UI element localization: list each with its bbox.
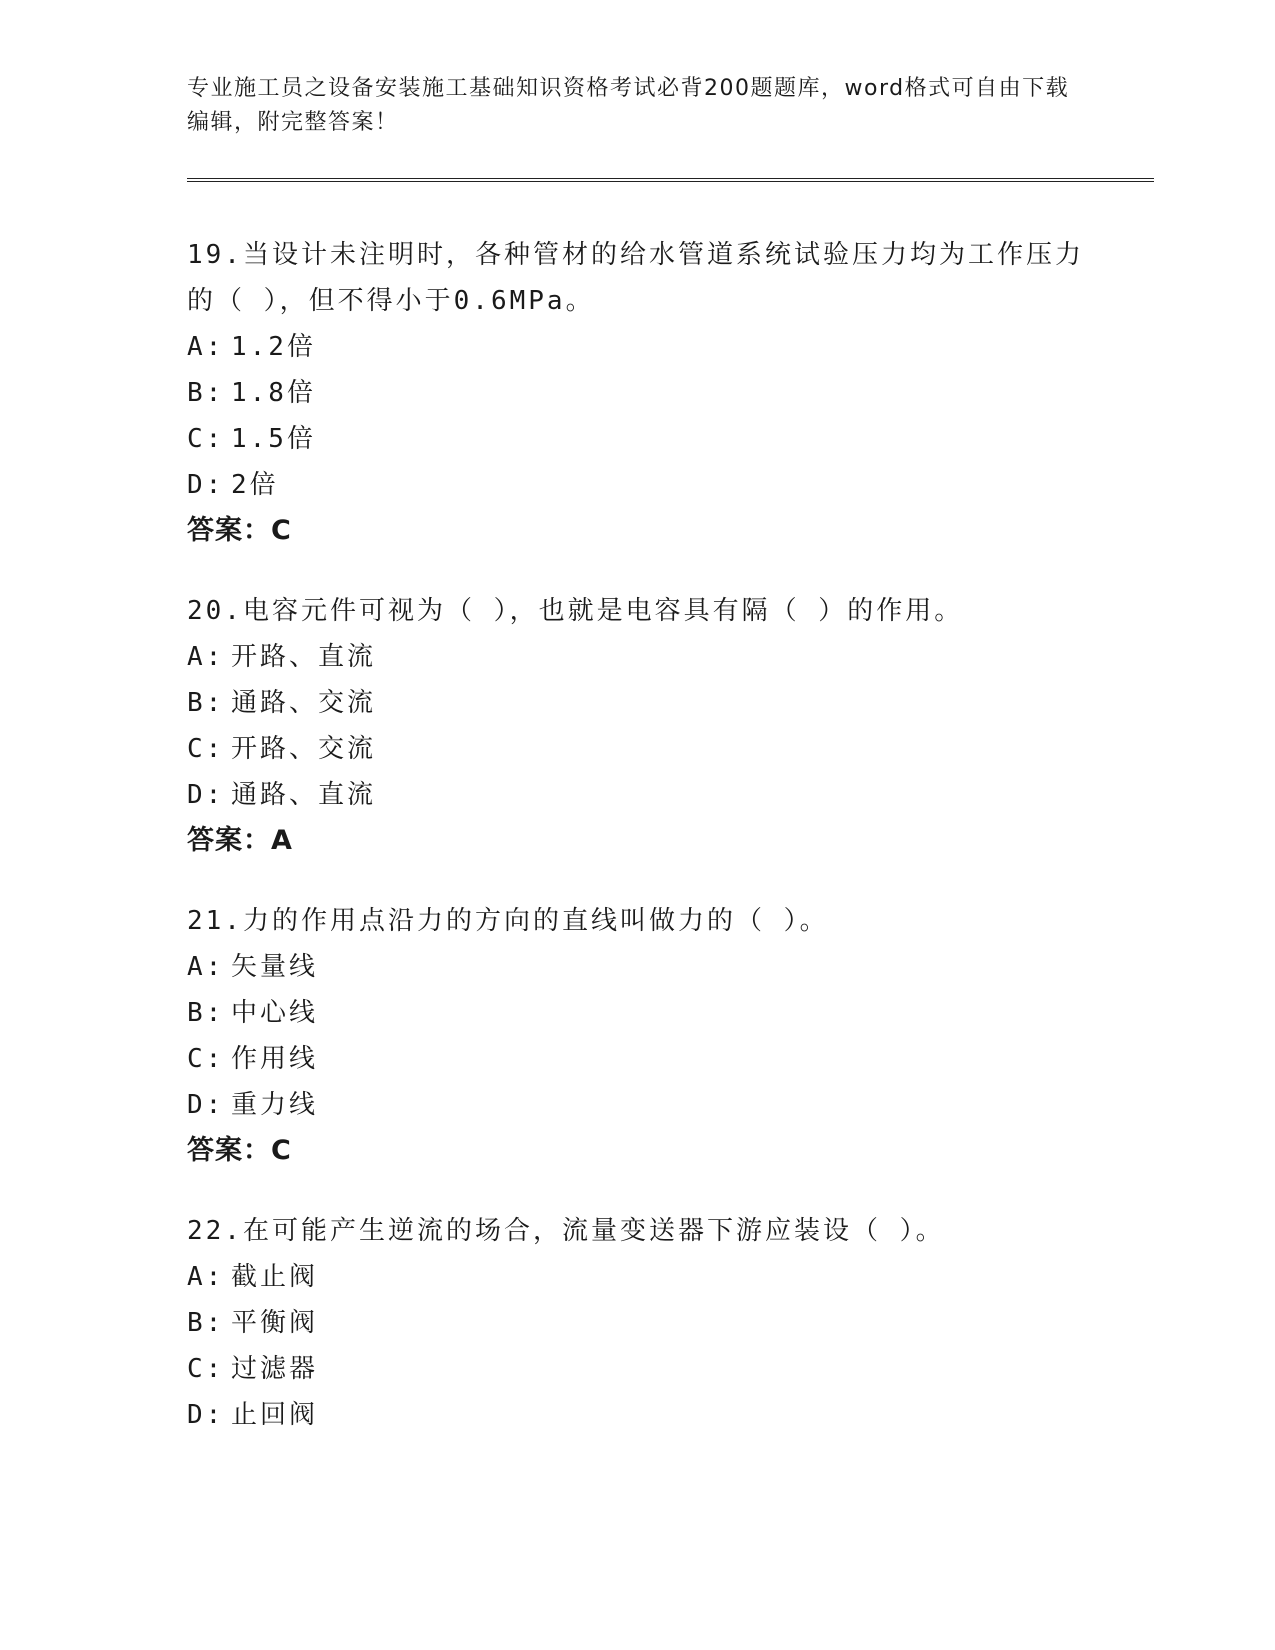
- option-c: [187, 1036, 1087, 1082]
- option-key: A:: [187, 1262, 225, 1292]
- option-text: 中心线: [231, 998, 319, 1028]
- question-number: 22.: [187, 1216, 243, 1246]
- option-text: 1.5倍: [231, 424, 316, 454]
- option-c: [187, 726, 1087, 772]
- option-b: [187, 1300, 1087, 1346]
- option-key: C:: [187, 424, 225, 454]
- option-key: D:: [187, 1090, 225, 1120]
- option-key: B:: [187, 378, 225, 408]
- page-header: [187, 72, 1077, 140]
- option-key: D:: [187, 470, 225, 500]
- option-d: [187, 1082, 1087, 1128]
- answer: 答案：C: [187, 515, 292, 546]
- question-20: [187, 588, 1087, 864]
- option-text: 重力线: [231, 1090, 319, 1120]
- question-number: 19.: [187, 240, 243, 270]
- answer: 答案：C: [187, 1135, 292, 1166]
- option-c: [187, 1346, 1087, 1392]
- option-text: 作用线: [231, 1044, 319, 1074]
- option-key: D:: [187, 780, 225, 810]
- question-stem: 当设计未注明时，各种管材的给水管道系统试验压力均为工作压力的（ ），但不得小于0.6MPa。: [187, 240, 1084, 316]
- option-c: [187, 416, 1087, 462]
- option-text: 矢量线: [231, 952, 319, 982]
- option-b: [187, 680, 1087, 726]
- question-stem: 在可能产生逆流的场合，流量变送器下游应装设（ ）。: [242, 1216, 945, 1246]
- option-b: [187, 370, 1087, 416]
- question-stem: 电容元件可视为（ ），也就是电容具有隔（ ）的作用。: [242, 596, 964, 626]
- question-list: [187, 232, 1087, 1472]
- question-number: 21.: [187, 906, 243, 936]
- option-b: [187, 990, 1087, 1036]
- question-text: [187, 1208, 1087, 1254]
- question-text: [187, 898, 1087, 944]
- option-text: 过滤器: [231, 1354, 319, 1384]
- question-22: [187, 1208, 1087, 1438]
- option-key: A:: [187, 642, 225, 672]
- option-key: B:: [187, 688, 225, 718]
- question-19: [187, 232, 1087, 554]
- option-text: 通路、直流: [231, 780, 377, 810]
- option-key: A:: [187, 332, 225, 362]
- question-stem: 力的作用点沿力的方向的直线叫做力的（ ）。: [242, 906, 829, 936]
- option-text: 1.8倍: [231, 378, 316, 408]
- header-divider: [187, 178, 1154, 182]
- answer: 答案：A: [187, 825, 293, 856]
- option-text: 开路、直流: [231, 642, 377, 672]
- question-21: [187, 898, 1087, 1174]
- option-key: C:: [187, 1044, 225, 1074]
- option-a: [187, 634, 1087, 680]
- option-key: A:: [187, 952, 225, 982]
- option-text: 通路、交流: [231, 688, 377, 718]
- option-a: [187, 944, 1087, 990]
- option-key: C:: [187, 734, 225, 764]
- header-title: 专业施工员之设备安装施工基础知识资格考试必背200题题库，word格式可自由下载编辑，附完整答案！: [187, 76, 1070, 135]
- option-key: B:: [187, 1308, 225, 1338]
- option-text: 平衡阀: [231, 1308, 319, 1338]
- option-text: 1.2倍: [231, 332, 316, 362]
- option-a: [187, 1254, 1087, 1300]
- option-key: D:: [187, 1400, 225, 1430]
- option-a: [187, 324, 1087, 370]
- option-d: [187, 1392, 1087, 1438]
- option-key: B:: [187, 998, 225, 1028]
- option-d: [187, 462, 1087, 508]
- question-text: [187, 588, 1087, 634]
- option-key: C:: [187, 1354, 225, 1384]
- option-text: 开路、交流: [231, 734, 377, 764]
- option-d: [187, 772, 1087, 818]
- option-text: 2倍: [231, 470, 279, 500]
- question-text: [187, 232, 1087, 324]
- option-text: 截止阀: [231, 1262, 319, 1292]
- option-text: 止回阀: [231, 1400, 319, 1430]
- question-number: 20.: [187, 596, 243, 626]
